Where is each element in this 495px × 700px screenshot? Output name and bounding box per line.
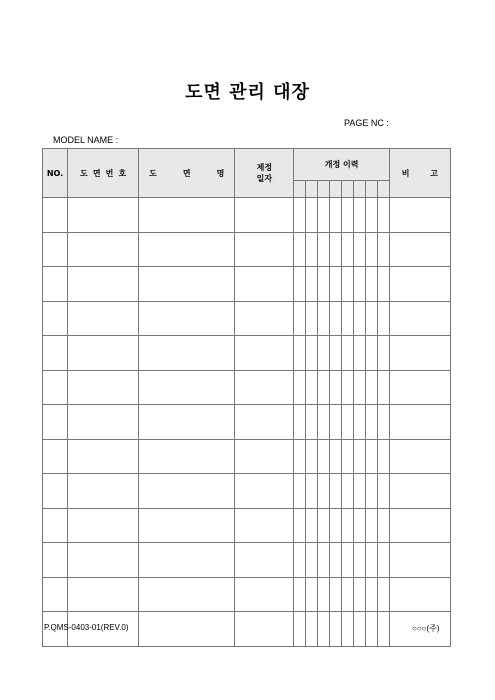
table-cell[interactable] xyxy=(235,508,294,543)
table-cell[interactable] xyxy=(318,543,330,578)
header-enactment-date: 제정 일자 xyxy=(235,149,294,198)
company-name: ○○○(주) xyxy=(412,624,440,633)
table-cell[interactable] xyxy=(68,301,139,336)
table-cell[interactable] xyxy=(330,508,342,543)
table-cell[interactable] xyxy=(294,336,306,371)
table-row xyxy=(43,474,451,509)
table-cell[interactable] xyxy=(377,612,389,647)
revision-subheader-cell xyxy=(294,181,306,198)
table-cell[interactable] xyxy=(377,198,389,233)
table-row xyxy=(43,405,451,440)
table-cell[interactable] xyxy=(365,577,377,612)
table-cell[interactable] xyxy=(43,301,68,336)
table-cell[interactable] xyxy=(330,301,342,336)
table-cell[interactable] xyxy=(68,198,139,233)
table-cell[interactable] xyxy=(365,508,377,543)
table-cell[interactable] xyxy=(318,405,330,440)
table-cell[interactable] xyxy=(139,543,235,578)
table-row xyxy=(43,439,451,474)
table-cell[interactable] xyxy=(389,370,450,405)
table-cell[interactable] xyxy=(306,405,318,440)
table-cell[interactable] xyxy=(318,508,330,543)
table-cell[interactable] xyxy=(294,232,306,267)
table-cell[interactable] xyxy=(235,439,294,474)
table-cell[interactable] xyxy=(235,336,294,371)
table-cell[interactable] xyxy=(377,370,389,405)
header-drawing-number-char: 면 xyxy=(92,168,101,178)
table-cell[interactable] xyxy=(235,232,294,267)
table-cell[interactable] xyxy=(294,612,306,647)
table-cell[interactable] xyxy=(354,198,366,233)
header-drawing-number-char: 도 xyxy=(80,168,88,178)
table-cell[interactable] xyxy=(68,474,139,509)
table-cell[interactable] xyxy=(68,439,139,474)
table-cell[interactable] xyxy=(377,336,389,371)
revision-subheader-cell xyxy=(365,181,377,198)
table-cell[interactable] xyxy=(43,267,68,302)
table-cell[interactable] xyxy=(389,267,450,302)
table-cell[interactable] xyxy=(235,267,294,302)
table-cell[interactable] xyxy=(294,267,306,302)
model-name-label: MODEL NAME : xyxy=(53,135,119,145)
table-cell[interactable] xyxy=(318,198,330,233)
table-cell[interactable] xyxy=(365,439,377,474)
table-cell[interactable] xyxy=(68,336,139,371)
table-cell[interactable] xyxy=(235,577,294,612)
table-cell[interactable] xyxy=(43,577,68,612)
table-cell[interactable] xyxy=(330,474,342,509)
table-cell[interactable] xyxy=(330,370,342,405)
table-cell[interactable] xyxy=(365,267,377,302)
table-row xyxy=(43,198,451,233)
table-cell[interactable] xyxy=(43,543,68,578)
table-cell[interactable] xyxy=(139,439,235,474)
header-drawing-number-char: 번 xyxy=(105,168,114,178)
table-cell[interactable] xyxy=(354,336,366,371)
table-cell[interactable] xyxy=(306,370,318,405)
table-row xyxy=(43,508,451,543)
table-cell[interactable] xyxy=(389,439,450,474)
table-cell[interactable] xyxy=(354,612,366,647)
table-row xyxy=(43,370,451,405)
table-cell[interactable] xyxy=(365,301,377,336)
table-cell[interactable] xyxy=(342,439,354,474)
table-cell[interactable] xyxy=(330,405,342,440)
table-cell[interactable] xyxy=(389,198,450,233)
table-cell[interactable] xyxy=(354,370,366,405)
table-cell[interactable] xyxy=(139,508,235,543)
table-cell[interactable] xyxy=(354,474,366,509)
table-cell[interactable] xyxy=(377,474,389,509)
table-cell[interactable] xyxy=(354,543,366,578)
table-cell[interactable] xyxy=(294,198,306,233)
table-cell[interactable] xyxy=(342,508,354,543)
table-cell[interactable] xyxy=(139,474,235,509)
table-cell[interactable] xyxy=(354,439,366,474)
table-cell[interactable] xyxy=(354,405,366,440)
table-cell[interactable] xyxy=(365,543,377,578)
table-cell[interactable] xyxy=(139,336,235,371)
table-cell[interactable] xyxy=(354,508,366,543)
revision-subheader-cell xyxy=(330,181,342,198)
table-cell[interactable] xyxy=(43,439,68,474)
header-drawing-name-char: 명 xyxy=(216,168,225,178)
table-cell[interactable] xyxy=(318,577,330,612)
table-cell[interactable] xyxy=(342,267,354,302)
table-cell[interactable] xyxy=(342,301,354,336)
table-cell[interactable] xyxy=(235,612,294,647)
table-row xyxy=(43,232,451,267)
table-cell[interactable] xyxy=(68,543,139,578)
table-cell[interactable] xyxy=(306,439,318,474)
table-row xyxy=(43,336,451,371)
table-cell[interactable] xyxy=(365,198,377,233)
table-cell[interactable] xyxy=(389,301,450,336)
table-cell[interactable] xyxy=(330,612,342,647)
header-drawing-name-char: 도 xyxy=(149,168,157,178)
table-cell[interactable] xyxy=(330,439,342,474)
header-drawing-name xyxy=(139,149,235,198)
header-remarks xyxy=(389,149,450,198)
table-cell[interactable] xyxy=(68,370,139,405)
table-cell[interactable] xyxy=(377,232,389,267)
revision-subheader-cell xyxy=(342,181,354,198)
table-cell[interactable] xyxy=(139,577,235,612)
table-cell[interactable] xyxy=(235,405,294,440)
table-cell[interactable] xyxy=(43,198,68,233)
header-revision-history: 개정 이력 xyxy=(294,149,389,181)
table-cell[interactable] xyxy=(139,612,235,647)
table-cell[interactable] xyxy=(377,439,389,474)
table-cell[interactable] xyxy=(43,370,68,405)
table-cell[interactable] xyxy=(68,232,139,267)
table-cell[interactable] xyxy=(377,543,389,578)
table-cell[interactable] xyxy=(330,232,342,267)
table-cell[interactable] xyxy=(342,198,354,233)
table-cell[interactable] xyxy=(342,336,354,371)
table-cell[interactable] xyxy=(389,232,450,267)
table-cell[interactable] xyxy=(318,267,330,302)
table-cell[interactable] xyxy=(365,612,377,647)
document-title: 도면 관리 대장 xyxy=(185,82,310,103)
table-cell[interactable] xyxy=(318,370,330,405)
table-cell[interactable] xyxy=(235,301,294,336)
table-cell[interactable] xyxy=(330,198,342,233)
table-cell[interactable] xyxy=(354,577,366,612)
form-code: P.QMS-0403-01(REV.0) xyxy=(44,623,129,632)
table-cell[interactable] xyxy=(330,577,342,612)
table-cell[interactable] xyxy=(43,336,68,371)
table-cell[interactable] xyxy=(354,301,366,336)
table-cell[interactable] xyxy=(318,232,330,267)
table-cell[interactable] xyxy=(377,405,389,440)
table-cell[interactable] xyxy=(330,267,342,302)
table-cell[interactable] xyxy=(294,439,306,474)
table-cell[interactable] xyxy=(318,439,330,474)
table-cell[interactable] xyxy=(306,198,318,233)
header-remarks-char: 비 xyxy=(401,168,410,178)
header-remarks-char: 고 xyxy=(430,168,438,178)
table-cell[interactable] xyxy=(365,232,377,267)
table-row xyxy=(43,301,451,336)
table-row xyxy=(43,543,451,578)
table-cell[interactable] xyxy=(43,508,68,543)
table-cell[interactable] xyxy=(235,198,294,233)
table-cell[interactable] xyxy=(318,474,330,509)
table-cell[interactable] xyxy=(354,267,366,302)
table-cell[interactable] xyxy=(365,474,377,509)
header-drawing-name-char: 면 xyxy=(182,168,191,178)
header-drawing-number-char: 호 xyxy=(118,168,127,178)
table-cell[interactable] xyxy=(377,301,389,336)
table-cell[interactable] xyxy=(365,370,377,405)
table-cell[interactable] xyxy=(342,232,354,267)
header-no: NO. xyxy=(43,149,68,198)
table-cell[interactable] xyxy=(294,508,306,543)
table-cell[interactable] xyxy=(306,543,318,578)
table-cell[interactable] xyxy=(43,232,68,267)
table-cell[interactable] xyxy=(342,370,354,405)
table-cell[interactable] xyxy=(306,232,318,267)
revision-subheader-cell xyxy=(318,181,330,198)
table-cell[interactable] xyxy=(294,370,306,405)
table-cell[interactable] xyxy=(139,232,235,267)
revision-subheader-cell xyxy=(306,181,318,198)
table-cell[interactable] xyxy=(235,474,294,509)
table-cell[interactable] xyxy=(306,336,318,371)
table-cell[interactable] xyxy=(318,612,330,647)
table-cell[interactable] xyxy=(306,508,318,543)
table-cell[interactable] xyxy=(235,543,294,578)
table-cell[interactable] xyxy=(330,543,342,578)
table-cell[interactable] xyxy=(365,336,377,371)
table-cell[interactable] xyxy=(389,543,450,578)
table-row xyxy=(43,577,451,612)
table-cell[interactable] xyxy=(342,543,354,578)
table-cell[interactable] xyxy=(342,612,354,647)
table-cell[interactable] xyxy=(306,474,318,509)
table-cell[interactable] xyxy=(330,336,342,371)
table-cell[interactable] xyxy=(68,405,139,440)
table-cell[interactable] xyxy=(43,405,68,440)
table-cell[interactable] xyxy=(68,508,139,543)
table-cell[interactable] xyxy=(389,336,450,371)
table-cell[interactable] xyxy=(377,508,389,543)
table-cell[interactable] xyxy=(306,612,318,647)
table-row xyxy=(43,267,451,302)
table-cell[interactable] xyxy=(68,577,139,612)
revision-subheader-cell xyxy=(354,181,366,198)
table-cell[interactable] xyxy=(342,474,354,509)
table-cell[interactable] xyxy=(377,577,389,612)
header-drawing-number xyxy=(68,149,139,198)
table-cell[interactable] xyxy=(235,370,294,405)
page-number-label: PAGE NC : xyxy=(344,118,389,128)
table-cell[interactable] xyxy=(139,267,235,302)
table-cell[interactable] xyxy=(306,267,318,302)
table-cell[interactable] xyxy=(342,405,354,440)
table-cell[interactable] xyxy=(365,405,377,440)
table-cell[interactable] xyxy=(68,267,139,302)
table-cell[interactable] xyxy=(306,577,318,612)
table-cell[interactable] xyxy=(294,474,306,509)
table-cell[interactable] xyxy=(354,232,366,267)
revision-subheader-cell xyxy=(377,181,389,198)
table-cell[interactable] xyxy=(139,370,235,405)
table-cell[interactable] xyxy=(389,508,450,543)
table-cell[interactable] xyxy=(377,267,389,302)
table-cell[interactable] xyxy=(306,301,318,336)
table-cell[interactable] xyxy=(294,577,306,612)
table-cell[interactable] xyxy=(294,301,306,336)
table-cell[interactable] xyxy=(294,543,306,578)
table-cell[interactable] xyxy=(294,405,306,440)
table-cell[interactable] xyxy=(139,405,235,440)
table-cell[interactable] xyxy=(318,336,330,371)
table-cell[interactable] xyxy=(389,474,450,509)
table-cell[interactable] xyxy=(342,577,354,612)
table-cell[interactable] xyxy=(139,301,235,336)
table-cell[interactable] xyxy=(43,474,68,509)
table-cell[interactable] xyxy=(318,301,330,336)
table-cell[interactable] xyxy=(389,577,450,612)
table-cell[interactable] xyxy=(389,405,450,440)
table-cell[interactable] xyxy=(139,198,235,233)
drawing-register-table xyxy=(42,148,451,647)
